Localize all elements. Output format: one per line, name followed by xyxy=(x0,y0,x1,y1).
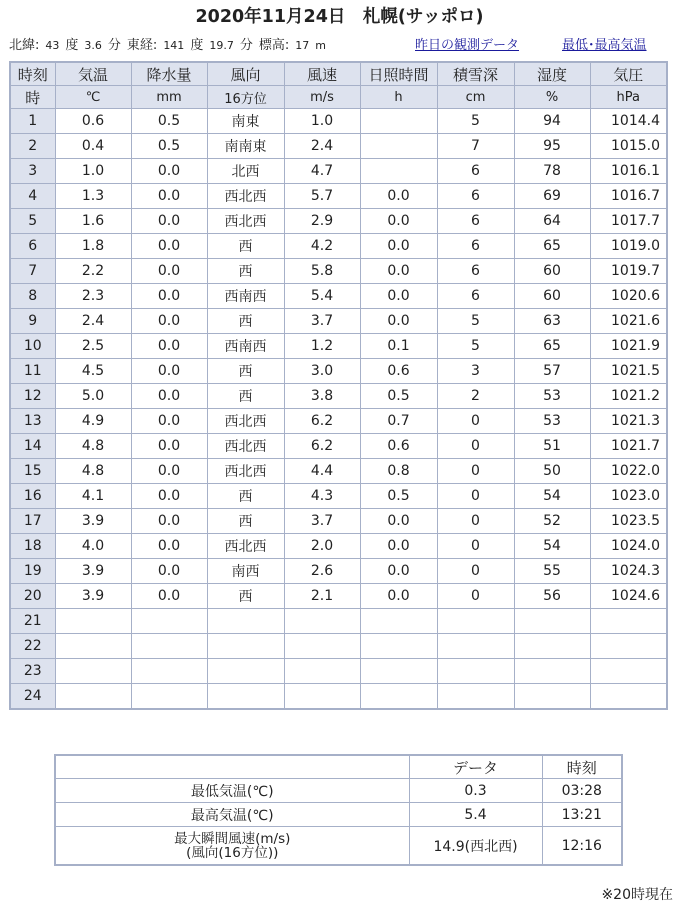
cell-temperature: 5.0 xyxy=(55,384,131,409)
cell-humidity xyxy=(514,609,590,634)
cell-wind-speed xyxy=(284,609,360,634)
column-header-wind-direction: 風向 xyxy=(207,62,284,86)
cell-sunshine-hours xyxy=(360,684,437,710)
table-row xyxy=(10,434,667,459)
column-unit-hour: 時 xyxy=(10,86,55,109)
cell-humidity: 50 xyxy=(514,459,590,484)
cell-wind-speed: 4.2 xyxy=(284,234,360,259)
column-unit-humidity: % xyxy=(514,86,590,109)
cell-wind-speed: 5.8 xyxy=(284,259,360,284)
cell-wind-speed: 3.7 xyxy=(284,509,360,534)
cell-snow-depth: 0 xyxy=(437,584,514,609)
cell-hour: 11 xyxy=(10,359,55,384)
cell-temperature xyxy=(55,634,131,659)
cell-sunshine-hours xyxy=(360,634,437,659)
cell-humidity: 95 xyxy=(514,134,590,159)
summary-header-blank xyxy=(55,755,409,779)
cell-wind-speed: 3.0 xyxy=(284,359,360,384)
cell-wind-direction xyxy=(207,659,284,684)
cell-pressure: 1016.7 xyxy=(590,184,667,209)
cell-sunshine-hours: 0.0 xyxy=(360,509,437,534)
cell-hour: 9 xyxy=(10,309,55,334)
cell-hour: 3 xyxy=(10,159,55,184)
table-row xyxy=(10,284,667,309)
cell-humidity: 63 xyxy=(514,309,590,334)
cell-temperature: 1.0 xyxy=(55,159,131,184)
cell-wind-direction xyxy=(207,684,284,710)
cell-wind-direction: 南東 xyxy=(207,109,284,134)
table-row xyxy=(10,259,667,284)
station-info xyxy=(9,36,674,56)
cell-wind-speed: 2.9 xyxy=(284,209,360,234)
cell-wind-direction: 西 xyxy=(207,309,284,334)
cell-temperature: 4.0 xyxy=(55,534,131,559)
cell-hour: 15 xyxy=(10,459,55,484)
max-gust-label-line1: 最大瞬間風速(m/s) xyxy=(174,830,291,847)
cell-precipitation xyxy=(131,634,207,659)
cell-precipitation: 0.0 xyxy=(131,484,207,509)
cell-sunshine-hours: 0.1 xyxy=(360,334,437,359)
cell-sunshine-hours: 0.6 xyxy=(360,359,437,384)
cell-precipitation: 0.5 xyxy=(131,109,207,134)
cell-wind-direction: 西 xyxy=(207,259,284,284)
cell-snow-depth: 0 xyxy=(437,434,514,459)
max-gust-time: 12:16 xyxy=(542,827,622,866)
cell-precipitation: 0.0 xyxy=(131,509,207,534)
lat-label: 北緯: xyxy=(9,38,40,53)
cell-humidity: 60 xyxy=(514,259,590,284)
cell-wind-speed: 5.4 xyxy=(284,284,360,309)
cell-snow-depth: 0 xyxy=(437,409,514,434)
cell-snow-depth: 6 xyxy=(437,234,514,259)
cell-wind-speed: 3.8 xyxy=(284,384,360,409)
table-row xyxy=(10,609,667,634)
cell-humidity: 55 xyxy=(514,559,590,584)
cell-wind-speed: 2.1 xyxy=(284,584,360,609)
cell-hour: 17 xyxy=(10,509,55,534)
column-unit-temperature: ℃ xyxy=(55,86,131,109)
cell-precipitation: 0.0 xyxy=(131,284,207,309)
table-row xyxy=(10,684,667,710)
cell-wind-speed: 4.3 xyxy=(284,484,360,509)
lat-deg-unit: 度 xyxy=(65,38,79,53)
cell-snow-depth: 0 xyxy=(437,534,514,559)
cell-wind-speed: 4.7 xyxy=(284,159,360,184)
cell-temperature xyxy=(55,659,131,684)
table-row xyxy=(10,409,667,434)
cell-wind-direction: 南西 xyxy=(207,559,284,584)
cell-precipitation: 0.0 xyxy=(131,234,207,259)
cell-snow-depth: 5 xyxy=(437,334,514,359)
cell-pressure: 1016.1 xyxy=(590,159,667,184)
lon-minutes: 19.7 xyxy=(209,39,234,52)
cell-pressure: 1019.7 xyxy=(590,259,667,284)
max-temp-label: 最高気温(℃) xyxy=(55,803,409,827)
table-row xyxy=(10,159,667,184)
cell-precipitation: 0.0 xyxy=(131,409,207,434)
cell-wind-direction: 北西 xyxy=(207,159,284,184)
cell-pressure: 1021.2 xyxy=(590,384,667,409)
cell-wind-speed: 1.2 xyxy=(284,334,360,359)
current-as-of-note: ※20時現在 xyxy=(601,887,673,903)
cell-wind-direction: 西北西 xyxy=(207,409,284,434)
cell-precipitation: 0.0 xyxy=(131,459,207,484)
cell-pressure: 1023.0 xyxy=(590,484,667,509)
cell-precipitation: 0.5 xyxy=(131,134,207,159)
column-unit-sunshine-hours: h xyxy=(360,86,437,109)
daily-summary-table xyxy=(54,754,623,866)
table-row xyxy=(10,634,667,659)
cell-wind-direction: 西南西 xyxy=(207,284,284,309)
cell-precipitation: 0.0 xyxy=(131,359,207,384)
table-row xyxy=(10,184,667,209)
cell-hour: 13 xyxy=(10,409,55,434)
lon-degrees: 141 xyxy=(163,39,185,52)
cell-wind-speed: 2.4 xyxy=(284,134,360,159)
column-header-wind-speed: 風速 xyxy=(284,62,360,86)
cell-pressure xyxy=(590,634,667,659)
cell-wind-speed: 6.2 xyxy=(284,409,360,434)
cell-sunshine-hours: 0.5 xyxy=(360,484,437,509)
cell-humidity: 69 xyxy=(514,184,590,209)
cell-temperature: 1.8 xyxy=(55,234,131,259)
cell-sunshine-hours xyxy=(360,109,437,134)
cell-precipitation: 0.0 xyxy=(131,334,207,359)
lon-label: 東経: xyxy=(126,38,158,53)
cell-wind-direction: 西 xyxy=(207,384,284,409)
cell-snow-depth: 0 xyxy=(437,459,514,484)
table-row xyxy=(10,134,667,159)
cell-snow-depth: 6 xyxy=(437,284,514,309)
table-row xyxy=(10,109,667,134)
column-header-temperature: 気温 xyxy=(55,62,131,86)
cell-humidity xyxy=(514,634,590,659)
cell-wind-direction xyxy=(207,634,284,659)
cell-sunshine-hours: 0.0 xyxy=(360,309,437,334)
cell-sunshine-hours: 0.0 xyxy=(360,284,437,309)
cell-sunshine-hours: 0.0 xyxy=(360,234,437,259)
cell-snow-depth: 6 xyxy=(437,159,514,184)
cell-temperature: 2.3 xyxy=(55,284,131,309)
table-row xyxy=(10,334,667,359)
cell-sunshine-hours: 0.5 xyxy=(360,384,437,409)
cell-precipitation xyxy=(131,684,207,710)
min-temp-time: 03:28 xyxy=(542,779,622,803)
cell-sunshine-hours: 0.8 xyxy=(360,459,437,484)
summary-header-time: 時刻 xyxy=(542,755,622,779)
lat-degrees: 43 xyxy=(45,39,60,52)
elevation-unit: m xyxy=(315,39,326,52)
cell-temperature: 3.9 xyxy=(55,509,131,534)
cell-temperature xyxy=(55,684,131,710)
cell-hour: 6 xyxy=(10,234,55,259)
yesterday-data-link[interactable]: 昨日の観測データ xyxy=(415,38,520,53)
cell-humidity: 56 xyxy=(514,584,590,609)
cell-wind-direction: 西 xyxy=(207,484,284,509)
summary-header-data: データ xyxy=(409,755,542,779)
cell-wind-direction: 西北西 xyxy=(207,434,284,459)
cell-temperature: 2.4 xyxy=(55,309,131,334)
cell-humidity: 78 xyxy=(514,159,590,184)
column-header-sunshine-hours: 日照時間 xyxy=(360,62,437,86)
cell-snow-depth: 0 xyxy=(437,509,514,534)
cell-humidity xyxy=(514,659,590,684)
cell-hour: 20 xyxy=(10,584,55,609)
cell-wind-direction: 西 xyxy=(207,509,284,534)
cell-snow-depth: 0 xyxy=(437,484,514,509)
cell-pressure: 1015.0 xyxy=(590,134,667,159)
lon-min-unit: 分 xyxy=(239,38,253,53)
cell-precipitation: 0.0 xyxy=(131,159,207,184)
table-row xyxy=(10,459,667,484)
cell-pressure: 1023.5 xyxy=(590,509,667,534)
cell-sunshine-hours xyxy=(360,659,437,684)
table-row xyxy=(10,534,667,559)
column-unit-pressure: hPa xyxy=(590,86,667,109)
cell-temperature: 3.9 xyxy=(55,584,131,609)
cell-wind-speed xyxy=(284,634,360,659)
max-gust-value: 14.9(西北西) xyxy=(409,827,542,866)
cell-precipitation xyxy=(131,609,207,634)
cell-pressure xyxy=(590,609,667,634)
cell-sunshine-hours xyxy=(360,159,437,184)
column-unit-wind-direction: 16方位 xyxy=(207,86,284,109)
table-row xyxy=(10,359,667,384)
table-row xyxy=(10,234,667,259)
cell-wind-direction: 西北西 xyxy=(207,209,284,234)
cell-wind-speed: 3.7 xyxy=(284,309,360,334)
cell-temperature: 4.5 xyxy=(55,359,131,384)
table-row xyxy=(10,384,667,409)
cell-hour: 2 xyxy=(10,134,55,159)
cell-sunshine-hours: 0.0 xyxy=(360,184,437,209)
cell-wind-speed xyxy=(284,684,360,710)
cell-hour: 1 xyxy=(10,109,55,134)
cell-wind-direction: 西北西 xyxy=(207,459,284,484)
cell-precipitation: 0.0 xyxy=(131,534,207,559)
column-unit-snow-depth: cm xyxy=(437,86,514,109)
cell-hour: 16 xyxy=(10,484,55,509)
cell-hour: 4 xyxy=(10,184,55,209)
cell-hour: 18 xyxy=(10,534,55,559)
cell-wind-direction: 西 xyxy=(207,359,284,384)
lat-minutes: 3.6 xyxy=(84,39,102,52)
cell-humidity: 94 xyxy=(514,109,590,134)
cell-pressure: 1024.6 xyxy=(590,584,667,609)
column-header-precipitation: 降水量 xyxy=(131,62,207,86)
hourly-observation-table xyxy=(9,61,668,710)
cell-hour: 24 xyxy=(10,684,55,710)
column-header-pressure: 気圧 xyxy=(590,62,667,86)
cell-precipitation: 0.0 xyxy=(131,384,207,409)
cell-precipitation: 0.0 xyxy=(131,559,207,584)
cell-snow-depth xyxy=(437,659,514,684)
cell-humidity: 53 xyxy=(514,384,590,409)
table-row xyxy=(10,309,667,334)
column-unit-wind-speed: m/s xyxy=(284,86,360,109)
cell-temperature: 4.1 xyxy=(55,484,131,509)
cell-pressure: 1021.9 xyxy=(590,334,667,359)
cell-humidity: 57 xyxy=(514,359,590,384)
min-max-temp-link[interactable]: 最低･最高気温 xyxy=(562,38,647,53)
cell-snow-depth: 2 xyxy=(437,384,514,409)
lon-deg-unit: 度 xyxy=(190,38,204,53)
cell-humidity: 65 xyxy=(514,234,590,259)
cell-humidity: 54 xyxy=(514,484,590,509)
max-temp-value: 5.4 xyxy=(409,803,542,827)
cell-sunshine-hours: 0.7 xyxy=(360,409,437,434)
min-temp-label: 最低気温(℃) xyxy=(55,779,409,803)
elevation-value: 17 xyxy=(295,39,310,52)
cell-temperature: 2.5 xyxy=(55,334,131,359)
cell-wind-direction: 西 xyxy=(207,584,284,609)
column-unit-precipitation: mm xyxy=(131,86,207,109)
cell-sunshine-hours xyxy=(360,134,437,159)
cell-pressure: 1020.6 xyxy=(590,284,667,309)
cell-hour: 19 xyxy=(10,559,55,584)
cell-pressure xyxy=(590,684,667,710)
table-row xyxy=(10,584,667,609)
cell-wind-direction: 南南東 xyxy=(207,134,284,159)
header-row-units xyxy=(10,86,667,109)
cell-sunshine-hours xyxy=(360,609,437,634)
max-gust-label xyxy=(55,827,409,866)
table-row xyxy=(10,209,667,234)
cell-humidity xyxy=(514,684,590,710)
cell-wind-speed: 2.6 xyxy=(284,559,360,584)
cell-humidity: 54 xyxy=(514,534,590,559)
cell-wind-direction xyxy=(207,609,284,634)
column-header-humidity: 湿度 xyxy=(514,62,590,86)
cell-hour: 14 xyxy=(10,434,55,459)
column-header-snow-depth: 積雪深 xyxy=(437,62,514,86)
cell-precipitation: 0.0 xyxy=(131,259,207,284)
cell-pressure: 1017.7 xyxy=(590,209,667,234)
cell-wind-speed: 2.0 xyxy=(284,534,360,559)
cell-snow-depth: 6 xyxy=(437,259,514,284)
cell-precipitation: 0.0 xyxy=(131,434,207,459)
cell-hour: 21 xyxy=(10,609,55,634)
cell-pressure: 1024.0 xyxy=(590,534,667,559)
cell-wind-direction: 西 xyxy=(207,234,284,259)
cell-hour: 7 xyxy=(10,259,55,284)
cell-wind-speed: 1.0 xyxy=(284,109,360,134)
cell-snow-depth: 7 xyxy=(437,134,514,159)
header-row-names xyxy=(10,62,667,86)
cell-hour: 23 xyxy=(10,659,55,684)
cell-humidity: 51 xyxy=(514,434,590,459)
cell-snow-depth: 6 xyxy=(437,184,514,209)
cell-hour: 5 xyxy=(10,209,55,234)
cell-temperature: 2.2 xyxy=(55,259,131,284)
cell-temperature: 4.9 xyxy=(55,409,131,434)
cell-snow-depth: 6 xyxy=(437,209,514,234)
cell-pressure: 1022.0 xyxy=(590,459,667,484)
cell-wind-direction: 西北西 xyxy=(207,184,284,209)
lat-min-unit: 分 xyxy=(107,38,121,53)
cell-pressure: 1014.4 xyxy=(590,109,667,134)
cell-hour: 12 xyxy=(10,384,55,409)
cell-sunshine-hours: 0.0 xyxy=(360,534,437,559)
cell-temperature: 0.4 xyxy=(55,134,131,159)
cell-snow-depth xyxy=(437,634,514,659)
cell-sunshine-hours: 0.0 xyxy=(360,559,437,584)
cell-pressure: 1021.5 xyxy=(590,359,667,384)
cell-wind-speed xyxy=(284,659,360,684)
cell-wind-speed: 4.4 xyxy=(284,459,360,484)
cell-snow-depth: 0 xyxy=(437,559,514,584)
cell-snow-depth: 5 xyxy=(437,109,514,134)
cell-pressure: 1021.6 xyxy=(590,309,667,334)
table-row xyxy=(10,659,667,684)
cell-humidity: 60 xyxy=(514,284,590,309)
cell-temperature: 3.9 xyxy=(55,559,131,584)
cell-wind-direction: 西南西 xyxy=(207,334,284,359)
cell-humidity: 65 xyxy=(514,334,590,359)
cell-sunshine-hours: 0.6 xyxy=(360,434,437,459)
cell-hour: 10 xyxy=(10,334,55,359)
cell-precipitation xyxy=(131,659,207,684)
cell-wind-direction: 西北西 xyxy=(207,534,284,559)
page-title: 2020年11月24日 札幌(サッポロ) xyxy=(195,7,484,27)
cell-temperature: 4.8 xyxy=(55,434,131,459)
cell-hour: 8 xyxy=(10,284,55,309)
table-row xyxy=(10,484,667,509)
cell-sunshine-hours: 0.0 xyxy=(360,584,437,609)
cell-precipitation: 0.0 xyxy=(131,584,207,609)
cell-pressure: 1021.3 xyxy=(590,409,667,434)
cell-hour: 22 xyxy=(10,634,55,659)
cell-sunshine-hours: 0.0 xyxy=(360,259,437,284)
max-gust-label-line2: (風向(16方位)) xyxy=(186,844,279,861)
cell-pressure: 1021.7 xyxy=(590,434,667,459)
cell-temperature: 0.6 xyxy=(55,109,131,134)
cell-precipitation: 0.0 xyxy=(131,209,207,234)
cell-pressure: 1019.0 xyxy=(590,234,667,259)
cell-humidity: 53 xyxy=(514,409,590,434)
max-temp-time: 13:21 xyxy=(542,803,622,827)
elevation-label: 標高: xyxy=(258,38,290,53)
table-row xyxy=(10,559,667,584)
cell-precipitation: 0.0 xyxy=(131,309,207,334)
cell-snow-depth xyxy=(437,609,514,634)
cell-temperature: 4.8 xyxy=(55,459,131,484)
cell-snow-depth: 5 xyxy=(437,309,514,334)
cell-pressure xyxy=(590,659,667,684)
cell-temperature: 1.6 xyxy=(55,209,131,234)
cell-wind-speed: 6.2 xyxy=(284,434,360,459)
column-header-hour: 時刻 xyxy=(10,62,55,86)
cell-temperature xyxy=(55,609,131,634)
cell-snow-depth xyxy=(437,684,514,710)
table-row xyxy=(10,509,667,534)
cell-snow-depth: 3 xyxy=(437,359,514,384)
cell-sunshine-hours: 0.0 xyxy=(360,209,437,234)
cell-humidity: 64 xyxy=(514,209,590,234)
cell-wind-speed: 5.7 xyxy=(284,184,360,209)
min-temp-value: 0.3 xyxy=(409,779,542,803)
cell-temperature: 1.3 xyxy=(55,184,131,209)
cell-humidity: 52 xyxy=(514,509,590,534)
cell-precipitation: 0.0 xyxy=(131,184,207,209)
cell-pressure: 1024.3 xyxy=(590,559,667,584)
